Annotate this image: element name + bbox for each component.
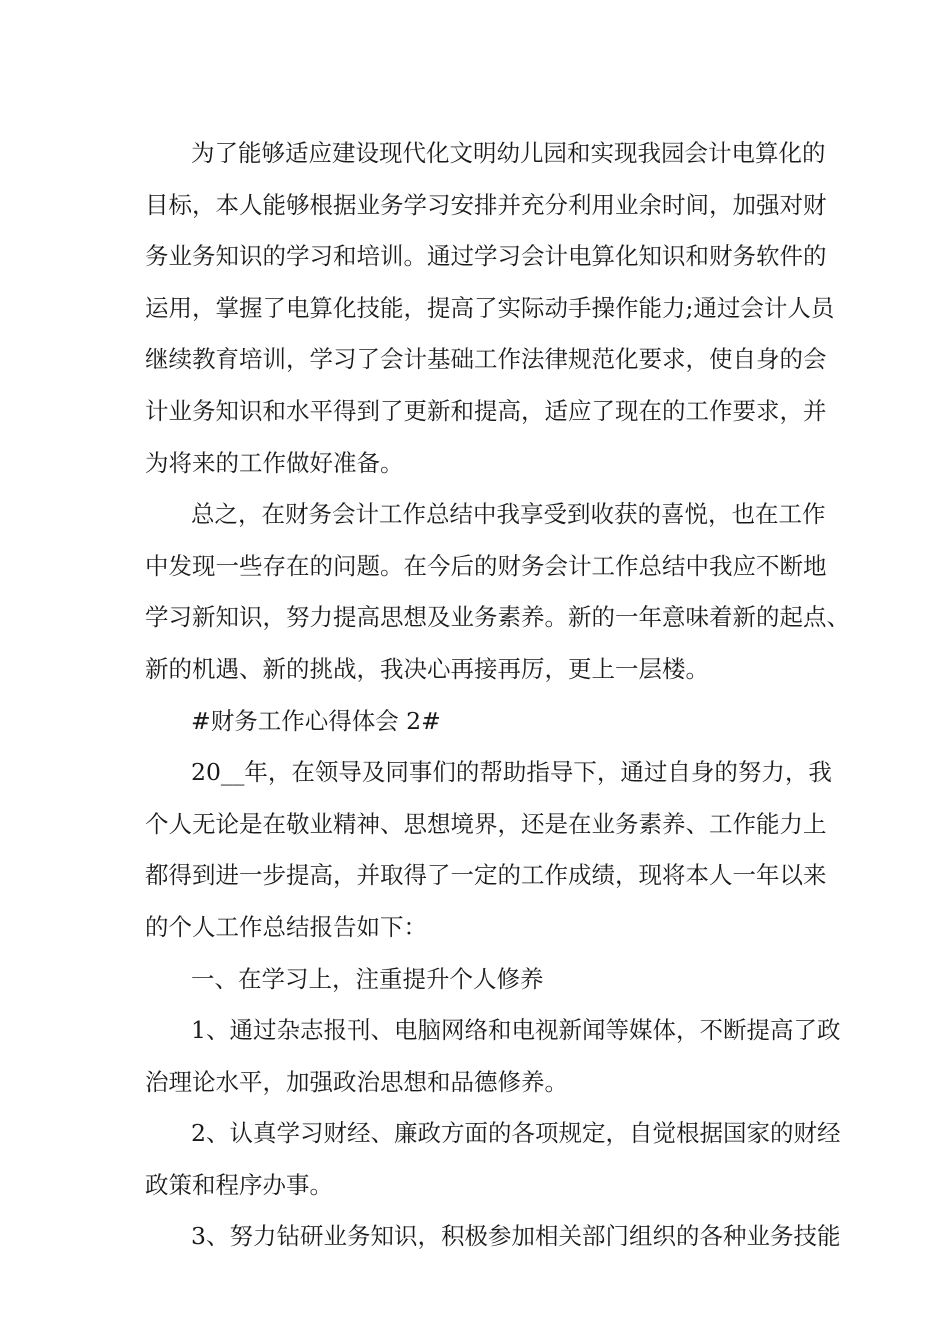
paragraph-line: 计业务知识和水平得到了更新和提高，适应了现在的工作要求，并: [145, 396, 827, 425]
paragraph-line: 总之，在财务会计工作总结中我享受到收获的喜悦，也在工作: [191, 500, 826, 529]
document-body: [145, 128, 850, 1263]
paragraph-line: 新的机遇、新的挑战，我决心再接再厉，更上一层楼。: [145, 654, 709, 683]
paragraph-line: 个人无论是在敬业精神、思想境界，还是在业务素养、工作能力上: [145, 809, 827, 838]
section-heading: #财务工作心得体会 2#: [191, 706, 441, 735]
paragraph-line: 为了能够适应建设现代化文明幼儿园和实现我园会计电算化的: [191, 139, 826, 167]
subsection-heading: 一、在学习上，注重提升个人修养: [191, 964, 544, 993]
list-item: 1、通过杂志报刊、电脑网络和电视新闻等媒体，不断提高了政: [191, 1016, 841, 1045]
list-item: 治理论水平，加强政治思想和品德修养。: [145, 1067, 568, 1096]
paragraph-line: 务业务知识的学习和培训。通过学习会计电算化知识和财务软件的: [145, 242, 827, 271]
list-item: 2、认真学习财经、廉政方面的各项规定，自觉根据国家的财经: [191, 1119, 841, 1148]
paragraph-line: 都得到进一步提高，并取得了一定的工作成绩，现将本人一年以来: [145, 861, 827, 890]
list-item: 政策和程序办事。: [145, 1170, 333, 1199]
paragraph-line: 20__年，在领导及同事们的帮助指导下，通过自身的努力，我: [191, 758, 832, 787]
paragraph-line: 为将来的工作做好准备。: [145, 448, 404, 477]
paragraph-line: 学习新知识，努力提高思想及业务素养。新的一年意味着新的起点、: [145, 603, 850, 632]
paragraph-line: 继续教育培训，学习了会计基础工作法律规范化要求，使自身的会: [145, 345, 827, 374]
paragraph-line: 的个人工作总结报告如下：: [145, 912, 427, 941]
paragraph-line: 中发现一些存在的问题。在今后的财务会计工作总结中我应不断地: [145, 551, 827, 580]
paragraph-line: 运用，掌握了电算化技能，提高了实际动手操作能力;通过会计人员: [145, 293, 835, 322]
paragraph-line: 目标，本人能够根据业务学习安排并充分利用业余时间，加强对财: [145, 190, 827, 219]
list-item: 3、努力钻研业务知识，积极参加相关部门组织的各种业务技能: [191, 1222, 841, 1251]
